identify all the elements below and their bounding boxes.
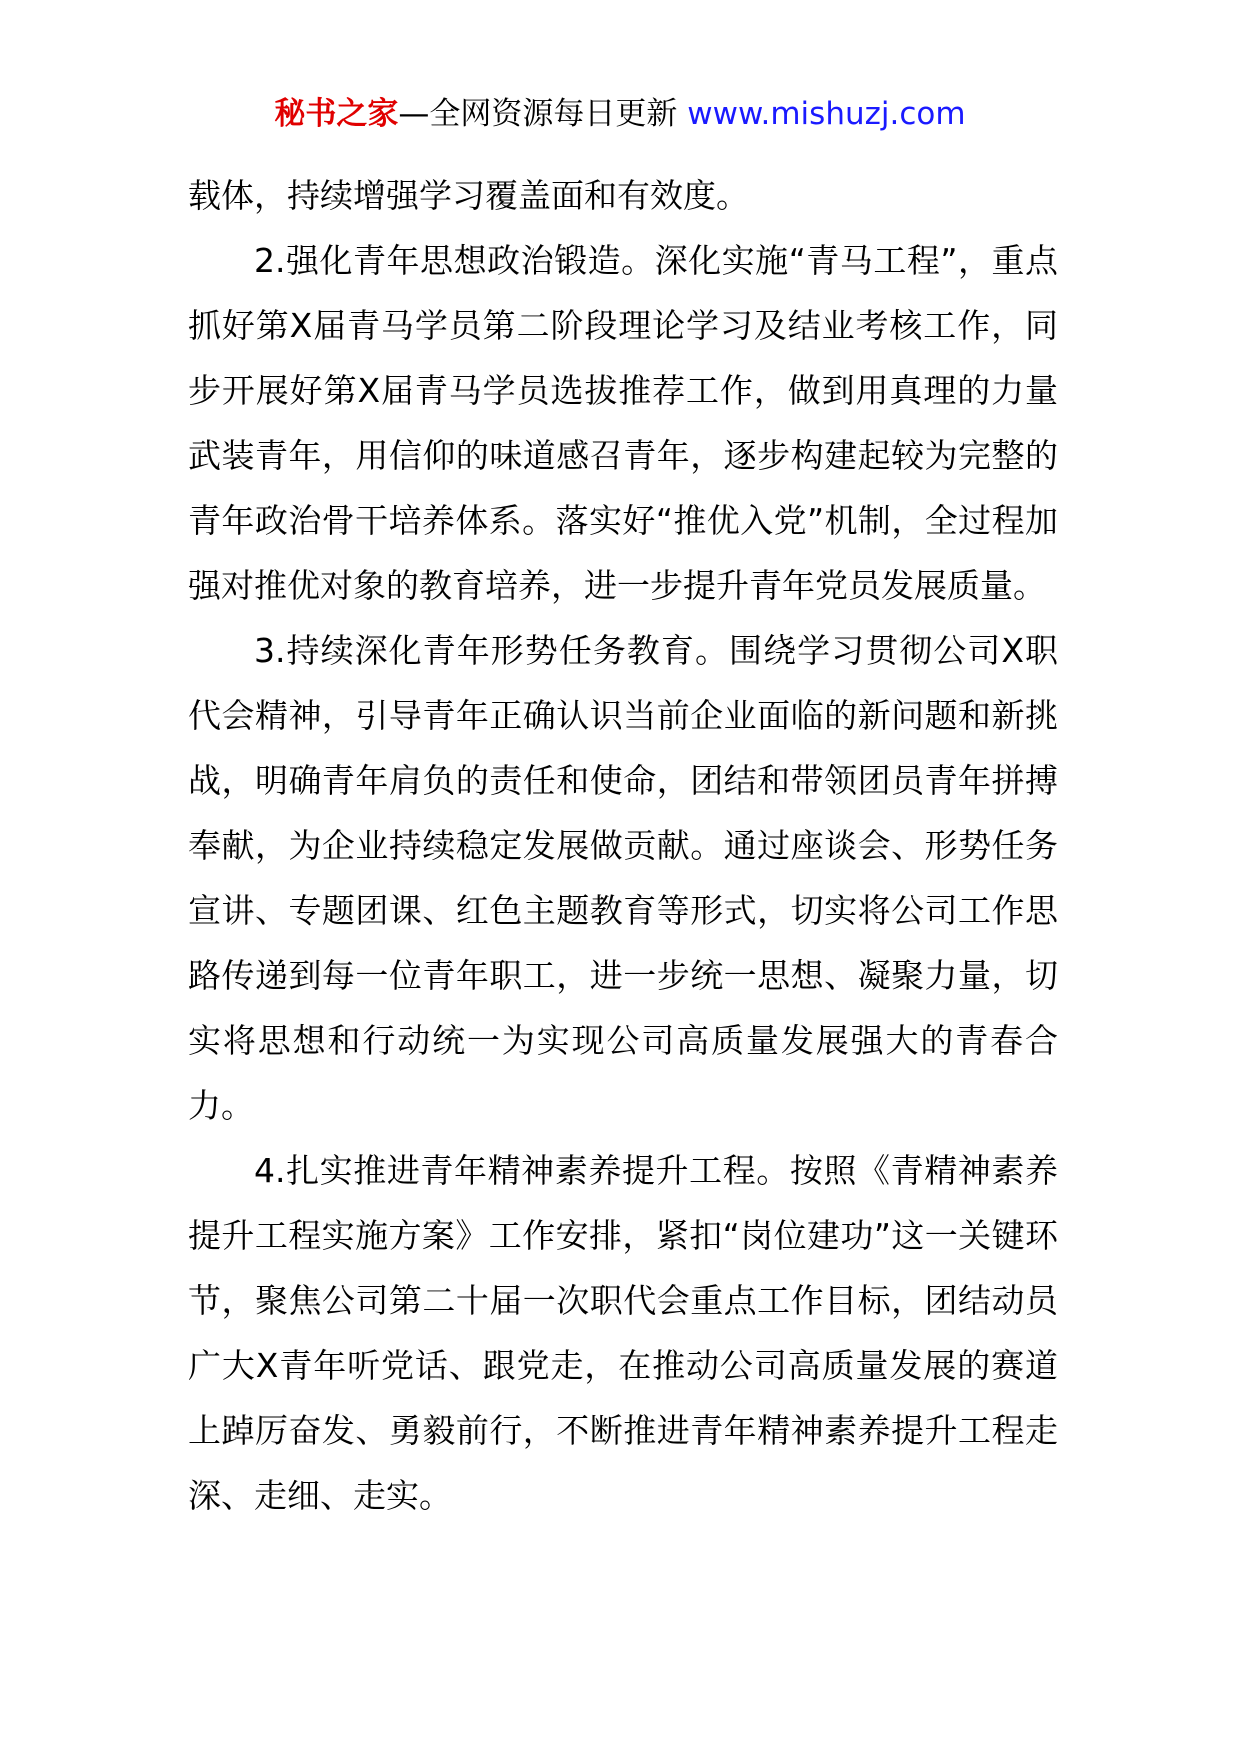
paragraph-item-4: 4.扎实推进青年精神素养提升工程。按照《青精神素养提升工程实施方案》工作安排，紧扣“岗位建功”这一关键环节，聚焦公司第二十届一次职代会重点工作目标，团结动员广大X青年听党话、跟党走，在推动公司高质量发展的赛道上踔厉奋发、勇毅前行，不断推进青年精神素养提升工程走深、走细、走实。 (188, 1151, 1058, 1515)
paragraph-item-3: 3.持续深化青年形势任务教育。围绕学习贯彻公司X职代会精神，引导青年正确认识当前企业面临的新问题和新挑战，明确青年肩负的责任和使命，团结和带领团员青年拼搏奉献，为企业持续稳定发展做贡献。通过座谈会、形势任务宣讲、专题团课、红色主题教育等形式，切实将公司工作思路传递到每一位青年职工，进一步统一思想、凝聚力量，切实将思想和行动统一为实现公司高质量发展强大的青春合力。 (188, 631, 1058, 1125)
paragraph-item-2: 2.强化青年思想政治锻造。深化实施“青马工程”，重点抓好第X届青马学员第二阶段理论学习及结业考核工作，同步开展好第X届青马学员选拔推荐工作，做到用真理的力量武装青年，用信仰的味道感召青年，逐步构建起较为完整的青年政治骨干培养体系。落实好“推优入党”机制，全过程加强对推优对象的教育培养，进一步提升青年党员发展质量。 (188, 241, 1058, 605)
website-link[interactable]: www.mishuzj.com (687, 96, 966, 132)
brand-name: 秘书之家 (274, 96, 399, 132)
document-body (188, 163, 1058, 1528)
brand-tagline: —全网资源每日更新 (398, 96, 678, 132)
paragraph-continuation: 载体，持续增强学习覆盖面和有效度。 (188, 176, 749, 215)
watermark-header (0, 94, 1240, 134)
